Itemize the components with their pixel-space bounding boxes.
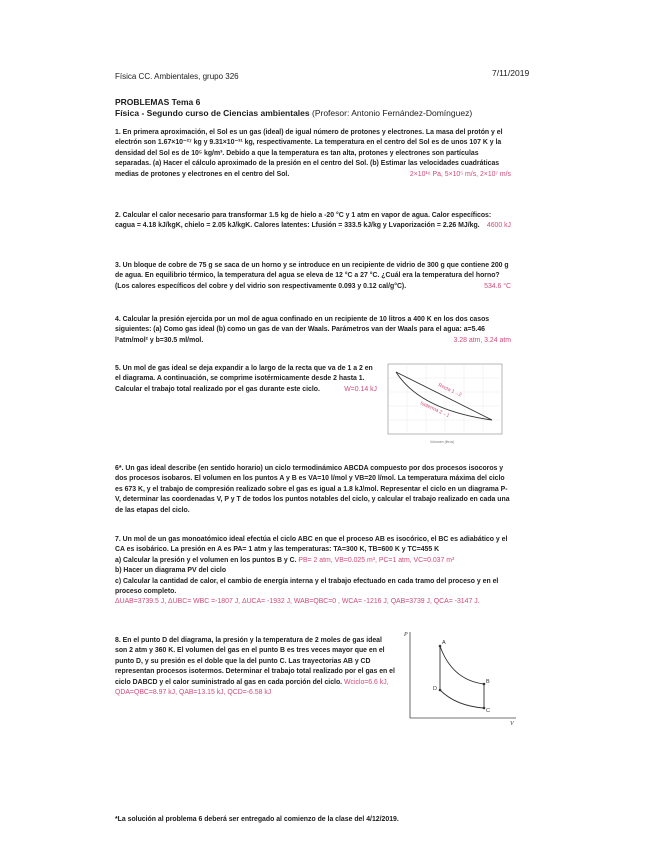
problem-7-part-a-answer: PB= 2 atm, VB=0.025 m³, PC=1 atm, VC=0.037 m³ — [298, 556, 455, 564]
diagram-5-label-upper: Recta 1→2 — [437, 382, 463, 399]
problem-7-part-c: c) Calcular la cantidad de calor, el cambio de energía interna y el trabajo efectuado en cada tramo del proceso y en el proceso completo. — [115, 577, 499, 596]
problem-8-answer: Wciclo=6.6 kJ, QDA=QBC=8.97 kJ, QAB=13.15 kJ, QCD=-6.58 kJ — [115, 678, 389, 697]
subtitle-professor: (Profesor: Antonio Fernández-Domínguez) — [312, 108, 473, 118]
problem-6 — [115, 464, 511, 516]
problem-4-answer: 3.28 atm, 3.24 atm — [453, 336, 511, 344]
problem-8 — [115, 636, 395, 698]
diagram-problem-8 — [400, 628, 520, 726]
problem-7-text: 7. Un mol de un gas monoatómico ideal efectúa el ciclo ABC en que el proceso AB es isocórico, el BC es adiabático y el CA es isobárico. La presión en A es PA= 1 atm y las temperaturas: TA=300 K, TB=600 K y TC=455 K — [115, 536, 508, 554]
problem-7-answer: ΔUAB=3739.5 J, ΔUBC= WBC =-1807 J, ΔUCA= -1932 J, WAB=QBC=0 , WCA= -1216 J, QAB=3739 J, QCA= -3147 J. — [115, 598, 480, 606]
diagram-problem-5 — [380, 360, 510, 448]
problem-4 — [115, 315, 511, 346]
problem-7-part-b: b) Hacer un diagrama PV del ciclo — [115, 567, 227, 575]
problem-2 — [115, 211, 511, 232]
problem-7 — [115, 535, 511, 608]
footnote: *La solución al problema 6 deberá ser entregado al comienzo de la clase del 4/12/2019. — [115, 816, 399, 823]
diagram-5-label-lower: Isoterma 2→1 — [419, 400, 451, 420]
problem-5 — [115, 364, 377, 395]
point-A: A — [442, 640, 446, 646]
problem-1-answer: 2×10¹⁶ Pa, 5×10⁵ m/s, 2×10⁷ m/s — [409, 170, 511, 178]
problem-7-part-a: a) Calcular la presión y el volumen en los puntos B y C. — [115, 556, 297, 564]
p-axis-label: P — [404, 632, 408, 638]
problem-3-text: 3. Un bloque de cobre de 75 g se saca de un horno y se introduce en un recipiente de vidrio de 300 g que contiene 200 g de agua. En equilibrio térmico, la temperatura del agua se eleva de 12 °C a 27 °C. ¿Cuál era la temperatura del horno? (Los calores específicos del cobre y del vidrio son respectivamente 0.093 y 0.12 cal/g°C). — [115, 262, 509, 290]
page-title: PROBLEMAS Tema 6 — [115, 97, 201, 107]
problem-4-text: 4. Calcular la presión ejercida por un mol de agua confinado en un recipiente de 10 litros a 400 K en los dos casos siguientes: (a) Como gas ideal (b) como un gas de van der Waals. Parámetros van der Waals para el agua: a=5.46 l²atm/mol² y b=30.5 ml/mol. — [115, 316, 490, 344]
diagram-5-xlabel: Volumen (litros) — [430, 440, 455, 444]
date: 7/11/2019 — [492, 68, 530, 78]
problem-8-text: 8. En el punto D del diagrama, la presión y la temperatura de 2 moles de gas ideal son 2 atm y 360 K. El volumen del gas en el punto B es tres veces mayor que en el punto D, y su presión es el doble que la del punto C. Las trayectorias AB y CD representan procesos isotermos. Determinar el trabajo total realizado por el gas en el ciclo DABCD y el calor suministrado al gas en cada porción del ciclo. — [115, 637, 395, 686]
problem-3 — [115, 261, 511, 292]
subtitle — [115, 108, 472, 118]
problem-3-answer: 534.6 °C — [484, 282, 511, 290]
problem-2-answer: 4600 kJ — [486, 222, 511, 230]
isotherm-A-B — [440, 646, 484, 684]
problem-2-text: 2. Calcular el calor necesario para transformar 1.5 kg de hielo a -20 °C y 1 atm en vapor de agua. Calor específicos: cagua = 4.18 kJ/kgK, chielo = 2.05 kJ/kgK. Calores latentes: Lfusión = 333.5 kJ/kg y Lvaporización = 2.26 MJ/kg. — [115, 212, 492, 230]
point-C: C — [486, 708, 490, 714]
course-header: Física CC. Ambientales, grupo 326 — [115, 72, 239, 81]
problem-5-answer: W=0.14 kJ — [344, 385, 377, 393]
v-axis-label: V — [510, 721, 514, 726]
problem-1 — [115, 128, 511, 180]
problem-1-text: 1. En primera aproximación, el Sol es un gas (ideal) de igual número de protones y electrones. La masa del protón y el electrón son 1.67×10⁻²⁷ kg y 9.31×10⁻³¹ kg, respectivamente. La temperatura en el centro del Sol es de unos 107 K y la densidad del Sol es de 10⁵ kg/m³. Debido a que la temperatura es tan alta, protones y electrones son partículas separadas. (a) Hacer el cálculo aproximado de la presión en el centro del Sol. (b) Estimar las velocidades cuadráticas medias de protones y electrones en el centro del Sol. — [115, 129, 503, 178]
subtitle-course: Física - Segundo curso de Ciencias ambientales — [115, 108, 310, 118]
problem-6-text: 6*. Un gas ideal describe (en sentido horario) un ciclo termodinámico ABCDA compuesto por dos procesos isocoros y dos procesos isobaros. El volumen en los puntos A y B es VA=10 l/mol y VB=20 l/mol. La temperatura máxima del ciclo es 673 K, y el trabajo de compresión realizado sobre el gas es igual a 1.8 kJ/mol. Representar el ciclo en un diagrama P-V, determinar las coordenadas V, P y T de todos los puntos notables del ciclo, y calcular el trabajo realizado en cada una de las etapas del ciclo. — [115, 465, 510, 514]
isotherm-C-D — [440, 690, 484, 708]
problem-5-text: 5. Un mol de gas ideal se deja expandir a lo largo de la recta que va de 1 a 2 en el diagrama. A continuación, se comprime isotérmicamente desde 2 hasta 1. Calcular el trabajo total realizado por el gas durante este ciclo. — [115, 365, 373, 393]
point-B: B — [486, 679, 490, 685]
point-D: D — [433, 686, 437, 692]
